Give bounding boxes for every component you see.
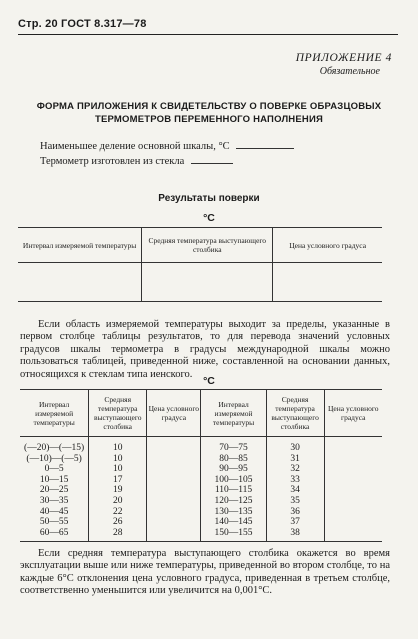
t2-cell: 150—155 <box>201 528 266 542</box>
t2-cell: 70—75 <box>201 437 266 454</box>
t2-col-interval-b: Интервал измеряемой температуры <box>201 390 266 437</box>
t2-cell <box>147 496 201 507</box>
conversion-table <box>20 389 382 542</box>
t2-cell: 140—145 <box>201 517 266 528</box>
table-row <box>20 485 382 496</box>
t2-cell: 40—45 <box>20 507 89 518</box>
t2-cell <box>147 517 201 528</box>
form-title-line1: ФОРМА ПРИЛОЖЕНИЯ К СВИДЕТЕЛЬСТВУ О ПОВЕРКЕ ОБРАЗЦОВЫХ <box>36 101 382 112</box>
results-table <box>18 227 382 302</box>
paragraph-1: Если область измеряемой температуры выходит за пределы, указанные в первом столбце таблицы результатов, то для перевода значений условных градусов шкалы термометра в градусы международной шкалы можно пользоваться таблицей, приведенной ниже, составленной на основании данных, относящихся к стеклам типа иенского. <box>20 319 390 380</box>
t2-cell: 20—25 <box>20 485 89 496</box>
table-row <box>20 528 382 542</box>
t2-cell: 34 <box>266 485 324 496</box>
t2-cell: (—10)—(—5) <box>20 454 89 465</box>
table-row <box>20 517 382 528</box>
appendix-subtitle: Обязательное <box>319 66 380 77</box>
results-title: Результаты поверки <box>158 193 260 204</box>
appendix-title: ПРИЛОЖЕНИЕ 4 <box>295 52 392 64</box>
results-col-degree-price: Цена условного градуса <box>273 228 382 263</box>
t2-cell: 30 <box>266 437 324 454</box>
header-rule <box>18 34 398 35</box>
table-row <box>20 464 382 475</box>
t2-cell: 32 <box>266 464 324 475</box>
t2-cell <box>147 454 201 465</box>
t2-cell: 37 <box>266 517 324 528</box>
t2-cell: 50—55 <box>20 517 89 528</box>
t2-cell: 10 <box>89 464 147 475</box>
form-title-line2: ТЕРМОМЕТРОВ ПЕРЕМЕННОГО НАПОЛНЕНИЯ <box>94 114 324 125</box>
paragraph-2: Если средняя температура выступающего столбика окажется во время эксплуатации выше или ниже температуры, приведенной во втором столбце, то на каждые 6°С отклонения цена условного градуса, приведенная в третьем столбце, соответственно уменьшится или увеличится на 0,001°С. <box>20 548 390 597</box>
t2-col-avg-temp-a: Средняя температура выступающего столбика <box>89 390 147 437</box>
t2-cell: 10 <box>89 437 147 454</box>
results-empty-row <box>18 263 382 302</box>
t2-col-price-b: Цена условного градуса <box>324 390 382 437</box>
t2-cell: 33 <box>266 475 324 486</box>
table2-unit: °С <box>203 375 215 387</box>
t2-cell <box>324 485 382 496</box>
t2-cell: 17 <box>89 475 147 486</box>
t2-cell <box>324 496 382 507</box>
table-row <box>20 507 382 518</box>
results-col-avg-temp: Средняя температура выступающего столбика <box>142 228 273 263</box>
results-cell-degree-price[interactable] <box>273 263 382 302</box>
results-cell-interval[interactable] <box>18 263 142 302</box>
results-unit: °С <box>203 212 215 224</box>
t2-cell: 100—105 <box>201 475 266 486</box>
t2-cell: 31 <box>266 454 324 465</box>
field-glass-label: Термометр изготовлен из стекла <box>40 156 185 167</box>
t2-cell <box>147 485 201 496</box>
t2-col-price-a: Цена условного градуса <box>147 390 201 437</box>
t2-cell <box>147 464 201 475</box>
t2-cell: 10—15 <box>20 475 89 486</box>
t2-cell <box>324 437 382 454</box>
t2-cell: 0—5 <box>20 464 89 475</box>
t2-cell <box>324 454 382 465</box>
field-scale-label: Наименьшее деление основной шкалы, °С <box>40 141 230 152</box>
t2-cell <box>324 517 382 528</box>
table-row <box>20 475 382 486</box>
t2-cell: 19 <box>89 485 147 496</box>
t2-cell: 26 <box>89 517 147 528</box>
t2-cell: 35 <box>266 496 324 507</box>
form-title <box>0 100 418 126</box>
t2-cell: (—20)—(—15) <box>20 437 89 454</box>
results-header-row <box>18 228 382 263</box>
t2-cell: 28 <box>89 528 147 542</box>
t2-cell: 80—85 <box>201 454 266 465</box>
t2-cell: 90—95 <box>201 464 266 475</box>
t2-cell <box>324 475 382 486</box>
table-row <box>20 454 382 465</box>
t2-cell: 10 <box>89 454 147 465</box>
table-row <box>20 437 382 454</box>
t2-cell <box>324 528 382 542</box>
results-col-interval: Интервал измеряемой температуры <box>18 228 142 263</box>
field-scale-blank[interactable] <box>236 138 294 149</box>
t2-cell <box>324 464 382 475</box>
t2-cell: 38 <box>266 528 324 542</box>
table-row <box>20 496 382 507</box>
results-cell-avg-temp[interactable] <box>142 263 273 302</box>
field-scale-division <box>40 138 294 152</box>
t2-cell: 20 <box>89 496 147 507</box>
t2-cell: 36 <box>266 507 324 518</box>
page-header: Стр. 20 ГОСТ 8.317—78 <box>18 18 147 30</box>
t2-cell <box>147 507 201 518</box>
conversion-header-row <box>20 390 382 437</box>
t2-cell: 22 <box>89 507 147 518</box>
t2-cell <box>324 507 382 518</box>
t2-cell <box>147 437 201 454</box>
t2-col-interval-a: Интервал измеряемой температуры <box>20 390 89 437</box>
t2-cell: 120—125 <box>201 496 266 507</box>
t2-col-avg-temp-b: Средняя температура выступающего столбика <box>266 390 324 437</box>
t2-cell: 60—65 <box>20 528 89 542</box>
t2-cell: 30—35 <box>20 496 89 507</box>
field-glass-type <box>40 153 233 167</box>
t2-cell <box>147 528 201 542</box>
field-glass-blank[interactable] <box>191 153 233 164</box>
t2-cell: 130—135 <box>201 507 266 518</box>
t2-cell <box>147 475 201 486</box>
t2-cell: 110—115 <box>201 485 266 496</box>
